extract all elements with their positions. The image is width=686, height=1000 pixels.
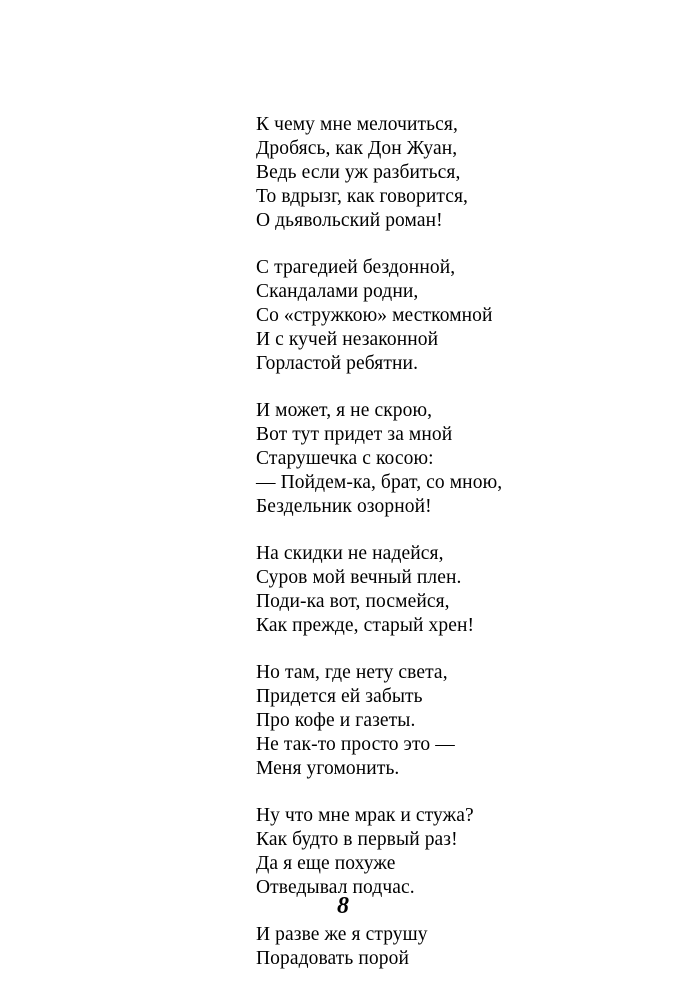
poem-line: И может, я не скрою, xyxy=(256,400,433,421)
poem-line: С трагедией бездонной, xyxy=(256,257,456,278)
poem-line: Про кофе и газеты. xyxy=(256,710,416,731)
poem-line: На скидки не надейся, xyxy=(256,543,444,564)
poem-line: Придется ей забыть xyxy=(256,686,423,707)
poem-line: Ну что мне мрак и стужа? xyxy=(256,805,474,826)
stanza-2 xyxy=(256,256,556,376)
poem-line: Ведь если уж разбиться, xyxy=(256,162,461,183)
poem-line: Порадовать порой xyxy=(256,948,410,969)
poem-line: И разве же я струшу xyxy=(256,924,428,945)
poem-line: — Пойдем-ка, брат, со мною, xyxy=(256,472,503,493)
poem-line: Меня угомонить. xyxy=(256,758,400,779)
poem-line: Дробясь, как Дон Жуан, xyxy=(256,138,458,159)
poem-line: Суров мой вечный плен. xyxy=(256,567,462,588)
poem-line: Но там, где нету света, xyxy=(256,662,448,683)
poem-line: Да я еще похуже xyxy=(256,853,396,874)
poem-line: Отведывал подчас. xyxy=(256,877,415,898)
stanza-1 xyxy=(256,113,556,233)
poem-line: Со «стружкою» месткомной xyxy=(256,305,493,326)
poem-line: Как прежде, старый хрен! xyxy=(256,615,475,636)
poem-line: Поди-ка вот, посмейся, xyxy=(256,591,450,612)
stanza-3 xyxy=(256,399,556,519)
poem-line: И с кучей незаконной xyxy=(256,329,439,350)
poem-line: Вот тут придет за мной xyxy=(256,424,453,445)
stanza-5 xyxy=(256,661,556,781)
poem-line: То вдрызг, как говорится, xyxy=(256,186,469,207)
stanza-4 xyxy=(256,542,556,638)
poem-line: Как будто в первый раз! xyxy=(256,829,458,850)
page-number: 8 xyxy=(337,893,349,919)
poem-line: Скандалами родни, xyxy=(256,281,419,302)
poem-body xyxy=(256,113,556,971)
stanza-6 xyxy=(256,804,556,900)
poem-line: Старушечка с косою: xyxy=(256,448,434,469)
poem-line: Бездельник озорной! xyxy=(256,496,432,517)
poem-line: К чему мне мелочиться, xyxy=(256,114,458,135)
poem-line: Не так-то просто это — xyxy=(256,734,455,755)
stanza-7 xyxy=(256,923,556,971)
poem-line: О дьявольский роман! xyxy=(256,210,443,231)
poem-line: Горластой ребятни. xyxy=(256,353,419,374)
